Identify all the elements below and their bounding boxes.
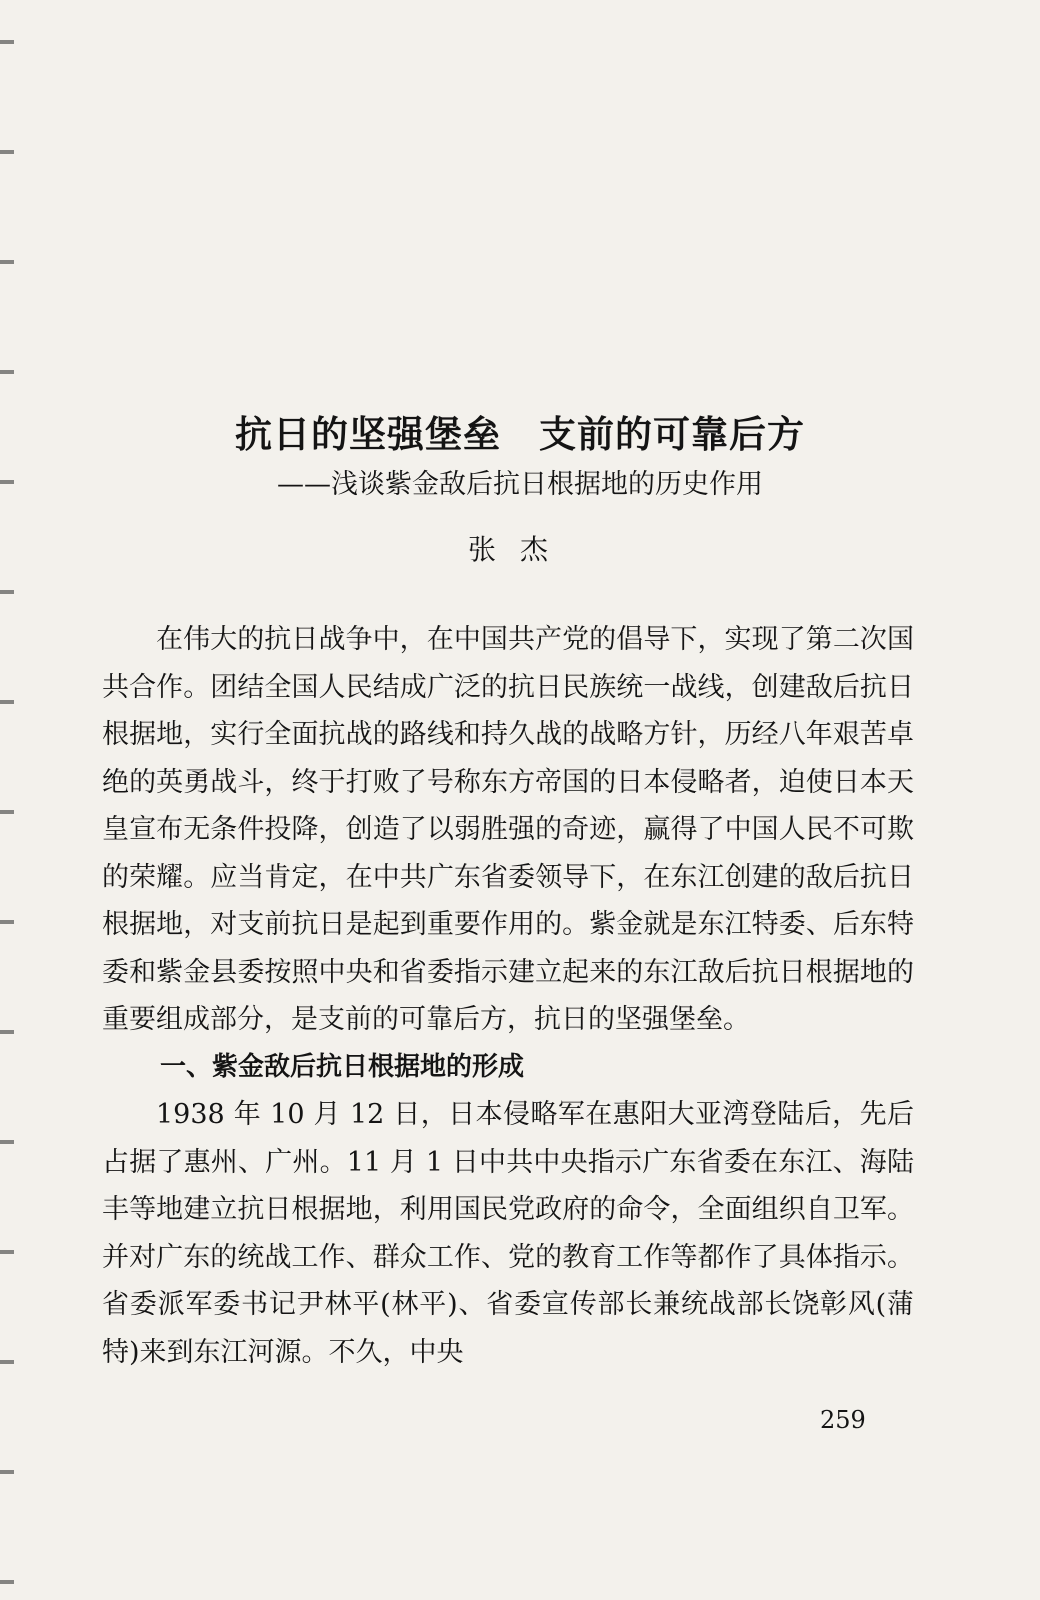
scan-edge-shadow (0, 0, 14, 1600)
body-paragraph: 在伟大的抗日战争中，在中国共产党的倡导下，实现了第二次国共合作。团结全国人民结成广泛的抗日民族统一战线，创建敌后抗日根据地，实行全面抗战的路线和持久战的战略方针，历经八年艰苦卓绝的英勇战斗，终于打败了号称东方帝国的日本侵略者，迫使日本天皇宣布无条件投降，创造了以弱胜强的奇迹，赢得了中国人民不可欺的荣耀。应当肯定，在中共广东省委领导下，在东江创建的敌后抗日根据地，对支前抗日是起到重要作用的。紫金就是东江特委、后东特委和紫金县委按照中央和省委指示建立起来的东江敌后抗日根据地的重要组成部分，是支前的可靠后方，抗日的坚强堡垒。 (102, 624, 914, 1035)
article-title: 抗日的坚强堡垒 支前的可靠后方 (235, 413, 805, 456)
article-body (102, 616, 914, 1376)
body-paragraph: 1938 年 10 月 12 日，日本侵略军在惠阳大亚湾登陆后，先后占据了惠州、广州。11 月 1 日中共中央指示广东省委在东江、海陆丰等地建立抗日根据地，利用国民党政府的命令，全面组织自卫军。并对广东的统战工作、群众工作、党的教育工作等都作了具体指示。省委派军委书记尹林平(林平)、省委宣传部长兼统战部长饶彰风(蒲特)来到东江河源。不久，中央 (102, 1099, 914, 1368)
section-heading: 一、紫金敌后抗日根据地的形成 (160, 1051, 525, 1082)
page-number: 259 (820, 1406, 866, 1434)
article-subtitle: ——浅谈紫金敌后抗日根据地的历史作用 (277, 469, 763, 500)
article-author: 张杰 (467, 533, 572, 566)
